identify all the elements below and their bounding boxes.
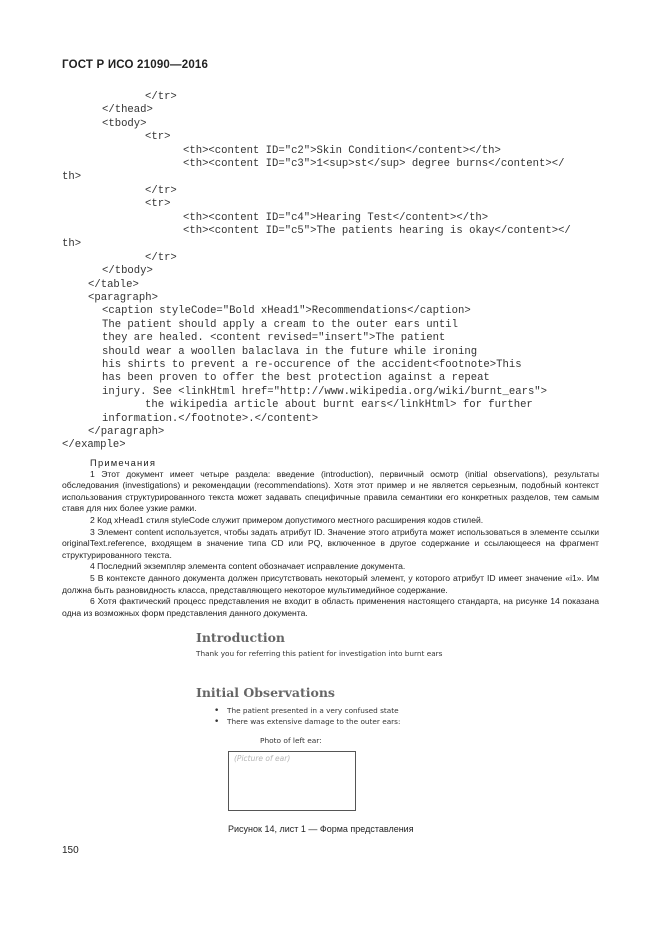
code-line: <tr> (145, 131, 171, 144)
code-line: information.</footnote>.</content> (102, 412, 319, 425)
code-line: </table> (88, 278, 139, 291)
code-line: the wikipedia article about burnt ears</linkHtml> for further (145, 399, 533, 412)
code-line: th> (62, 238, 82, 251)
note-item: 4 Последний экземпляр элемента content обозначает исправление документа. (90, 561, 406, 572)
list-item: • The patient presented in a very confused state (227, 706, 496, 717)
observations-list (196, 706, 496, 727)
picture-placeholder-text: (Picture of ear) (234, 754, 291, 763)
list-item: • There was extensive damage to the outer ears: (227, 717, 496, 728)
code-line: <th><content ID="c2">Skin Condition</content></th> (183, 144, 501, 157)
code-line: </tbody> (102, 265, 153, 278)
figure-caption: Рисунок 14, лист 1 — Форма представления (228, 824, 414, 834)
introduction-heading: Introduction (196, 630, 286, 645)
rendered-document-figure (196, 630, 496, 811)
code-line: The patient should apply a cream to the outer ears until (102, 318, 459, 331)
notes-title: Примечания (90, 457, 157, 468)
code-line: his shirts to prevent a re-occurence of the accident<footnote>This (102, 359, 522, 371)
code-line: has been proven to offer the best protection against a repeat (102, 372, 490, 385)
photo-label: Photo of left ear: (260, 736, 322, 745)
ear-picture-placeholder (228, 751, 356, 811)
code-line: <th><content ID="c5">The patients hearing is okay</content></ (183, 225, 571, 237)
note-item: 5 В контексте данного документа должен присутствовать некоторый элемент, у которого атрибут ID имеет значение «i1». Им должна быть разновидность класса, представляющего некоторое мультимедийное содержание. (62, 572, 599, 595)
code-line: <th><content ID="c3">1<sup>st</sup> degree burns</content></ (183, 158, 565, 170)
code-line: <th><content ID="c4">Hearing Test</content></th> (183, 211, 489, 224)
code-line: </tr> (145, 251, 177, 264)
code-line: should wear a woollen balaclava in the future while ironing (102, 345, 478, 358)
introduction-text: Thank you for referring this patient for investigation into burnt ears (196, 649, 443, 658)
page-number: 150 (62, 845, 79, 856)
code-line: <paragraph> (88, 292, 158, 304)
code-line: injury. See <linkHtml href="http://www.wikipedia.org/wiki/burnt_ears"> (102, 385, 548, 398)
note-item: 3 Элемент content используется, чтобы задать атрибут ID. Значение этого атрибута может использоваться в элементе ссылки originalText.reference, входящем в значение типа CD или PQ, включенное в другое содержание и ссылающееся на фрагмент структурированного текста. (62, 526, 599, 560)
code-line: <tbody> (102, 117, 147, 130)
notes-section (62, 457, 599, 619)
code-line: they are healed. <content revised="insert">The patient (102, 332, 446, 345)
note-item: 2 Код xHead1 стиля styleCode служит примером допустимого местного расширения кодов стилей. (90, 514, 484, 525)
code-line: th> (62, 171, 82, 184)
code-line: </tr> (145, 184, 177, 197)
code-line: </thead> (102, 104, 153, 117)
note-item: 6 Хотя фактический процесс представления не входит в область применения настоящего стандарта, на рисунке 14 показана одна из возможных форм представления данного документа. (62, 596, 599, 618)
code-line: </paragraph> (88, 426, 165, 438)
initial-observations-heading: Initial Observations (196, 685, 335, 700)
code-line: </tr> (145, 91, 177, 103)
code-line: <tr> (145, 198, 171, 211)
note-item: 1 Этот документ имеет четыре раздела: введение (introduction), первичный осмотр (initial observations), результаты обследования (investigations) и рекомендации (recommendations). Хотя этот пример и не является серьезным, подобный контекст использования структурированного текста может задавать специфичные правила семантики его конкретных разделов, тем самым ставя для них более узкие рамки. (62, 468, 599, 514)
document-header: ГОСТ Р ИСО 21090—2016 (62, 59, 209, 71)
code-line: <caption styleCode="Bold xHead1">Recommendations</caption> (102, 305, 471, 318)
code-line: </example> (62, 439, 126, 452)
